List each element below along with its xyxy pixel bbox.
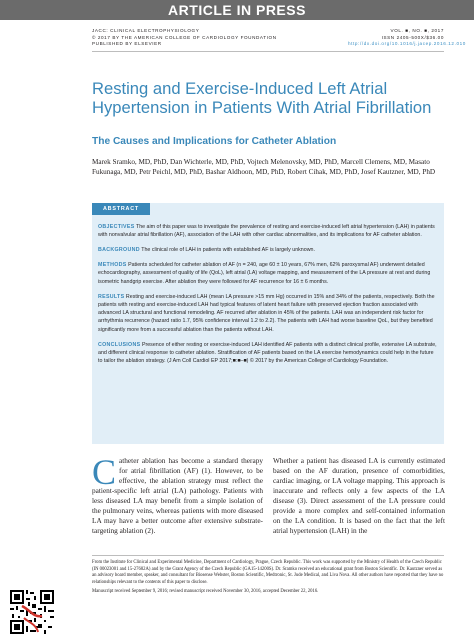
intro-column-right <box>273 456 445 536</box>
journal-header-right <box>348 28 466 48</box>
results-heading: RESULTS <box>98 293 125 300</box>
methods-heading: METHODS <box>98 262 127 269</box>
conclusions-text: Presence of either resting or exercise-induced LAH identified AF patients with a distinct clinical profile, extensive LA substrate, and different clinical response to catheter ablation. Stratification of AF patients based on the LA exercise hemodynamics could help in the future to tailor the ablation strategy. (J Am Coll Cardiol EP 2017;■:■–■) © 2017 by the American College of Cardiology Foundation. <box>98 341 437 365</box>
intro-column-left <box>92 452 263 536</box>
journal-header-left <box>92 28 277 48</box>
abstract-body <box>98 223 438 372</box>
abstract-label: ABSTRACT <box>92 203 150 215</box>
affiliation-note: From the Institute for Clinical and Experimental Medicine, Department of Cardiology, Prague, Czech Republic. This work was supported by the Ministry of Health of the Czech Republic (IN 00023001 and 15-27682A) and by the Grant Agency of the Czech Republic (GA15-14200S). Dr. Sramko received an educational grant from Boston Scientific. Dr. Kautzner served as an advisory board member, speaker, and consultant for Biosense Webster, Boston Scientific, Medtronic, St. Jude Medical, and Liva Nova. All other authors have reported that they have no relationships relevant to the contents of this paper to disclose. <box>92 560 444 586</box>
methods-text: Patients scheduled for catheter ablation of AF (n = 240, age 60 ± 10 years, 67% men, 62% paroxysmal AF) underwent detailed echocardiography, assessment of quality of life (QoL), left atrial (LA) voltage mapping, and measurement of the LA pressure at rest and during isometric handgrip exercise. After ablation they were followed for AF recurrence for 16 ± 6 months. <box>98 262 431 285</box>
volume-line: VOL. ■, NO. ■, 2017 <box>390 28 444 33</box>
abstract-results <box>98 293 438 334</box>
publisher-line: PUBLISHED BY ELSEVIER <box>92 41 162 47</box>
objectives-text: The aim of this paper was to investigate the prevalence of resting and exercise-induced left atrial hypertension (LAH) in patients with nonvalvular atrial fibrillation (AF), association of the LAH with other cardiac abnormalities, and its implications for AF catheter ablation. <box>98 224 435 239</box>
author-list: Marek Sramko, MD, PhD, Dan Wichterle, MD, PhD, Vojtech Melenovsky, MD, PhD, Marcell Clemens, MD, Masato Fukunaga, MD, Petr Peichl, MD, PhD, Bashar Aldhoon, MD, PhD, Robert Cihak, MD, PhD, Josef Kautzner, MD, PhD <box>92 158 436 176</box>
abstract-background <box>98 246 438 254</box>
copyright-line: © 2017 BY THE AMERICAN COLLEGE OF CARDIOLOGY FOUNDATION <box>92 34 277 40</box>
intro-paragraph-left <box>92 452 263 536</box>
qr-code-icon[interactable] <box>8 588 56 636</box>
article-in-press-banner: ARTICLE IN PRESS <box>0 0 474 20</box>
abstract-objectives <box>98 223 438 240</box>
footnote-block <box>92 560 444 598</box>
doi-link[interactable]: http://dx.doi.org/10.1016/j.jacep.2016.12.010 <box>348 41 466 47</box>
abstract-methods <box>98 261 438 286</box>
article-subtitle: The Causes and Implications for Catheter Ablation <box>92 136 337 147</box>
article-title: Resting and Exercise-Induced Left Atrial Hypertension in Patients With Atrial Fibrillation <box>92 79 432 117</box>
objectives-heading: OBJECTIVES <box>98 224 135 230</box>
background-heading: BACKGROUND <box>98 247 140 254</box>
intro-left-text: atheter ablation has become a standard therapy for atrial fibrillation (AF) (1). However, to be effective, the ablation strategy must reflect the patient-specific left atrial (LA) pathology. Patients with less diseased LA may benefit from a simple isolation of the pulmonary veins, whereas patients with more diseased LA may have a better outcome after extensive substrate-targeting ablation (2). <box>92 456 263 535</box>
header-divider <box>92 51 444 52</box>
issn-line: ISSN 2405-500X/$36.00 <box>381 34 444 40</box>
abstract-conclusions <box>98 341 438 366</box>
footnote-divider <box>92 555 444 556</box>
intro-right-text: Whether a patient has diseased LA is currently estimated based on the AF duration, presence of comorbidities, cardiac imaging, or LA voltage mapping. This approach is inaccurate and reflects only a few aspects of the LA disease (3). Direct assessment of the LA pressure could provide a more complex and self-contained information on the LA condition. It is based on the fact that the left atrial hypertension (LAH) in the <box>273 456 445 535</box>
background-text: The clinical role of LAH in patients with established AF is largely unknown. <box>141 247 315 254</box>
qr-code-graphic <box>8 588 56 636</box>
abstract-box <box>92 203 444 444</box>
journal-name: JACC: CLINICAL ELECTROPHYSIOLOGY <box>92 28 200 33</box>
manuscript-dates: Manuscript received September 9, 2016; revised manuscript received November 30, 2016, accepted December 22, 2016. <box>92 588 319 594</box>
results-text: Resting and exercise-induced LAH (mean LA pressure >15 mm Hg) occurred in 15% and 34% of the patients, respectively. Both the patients with resting and exercise-induced LAH had typical features of latent heart failure with preserved ejection fraction associated with advanced LA structural and functional remodeling. AF recurred after ablation in 45% of the patients. LAH was an independent risk factor for arrhythmia recurrence (hazard ratio 1.7, 95% confidence interval 1.2 to 2.2). The patients with LAH had worse baseline QoL, but they benefited significantly more from a successful ablation than the patients without LAH. <box>98 293 435 333</box>
conclusions-heading: CONCLUSIONS <box>98 341 141 348</box>
drop-cap: C <box>92 452 117 492</box>
